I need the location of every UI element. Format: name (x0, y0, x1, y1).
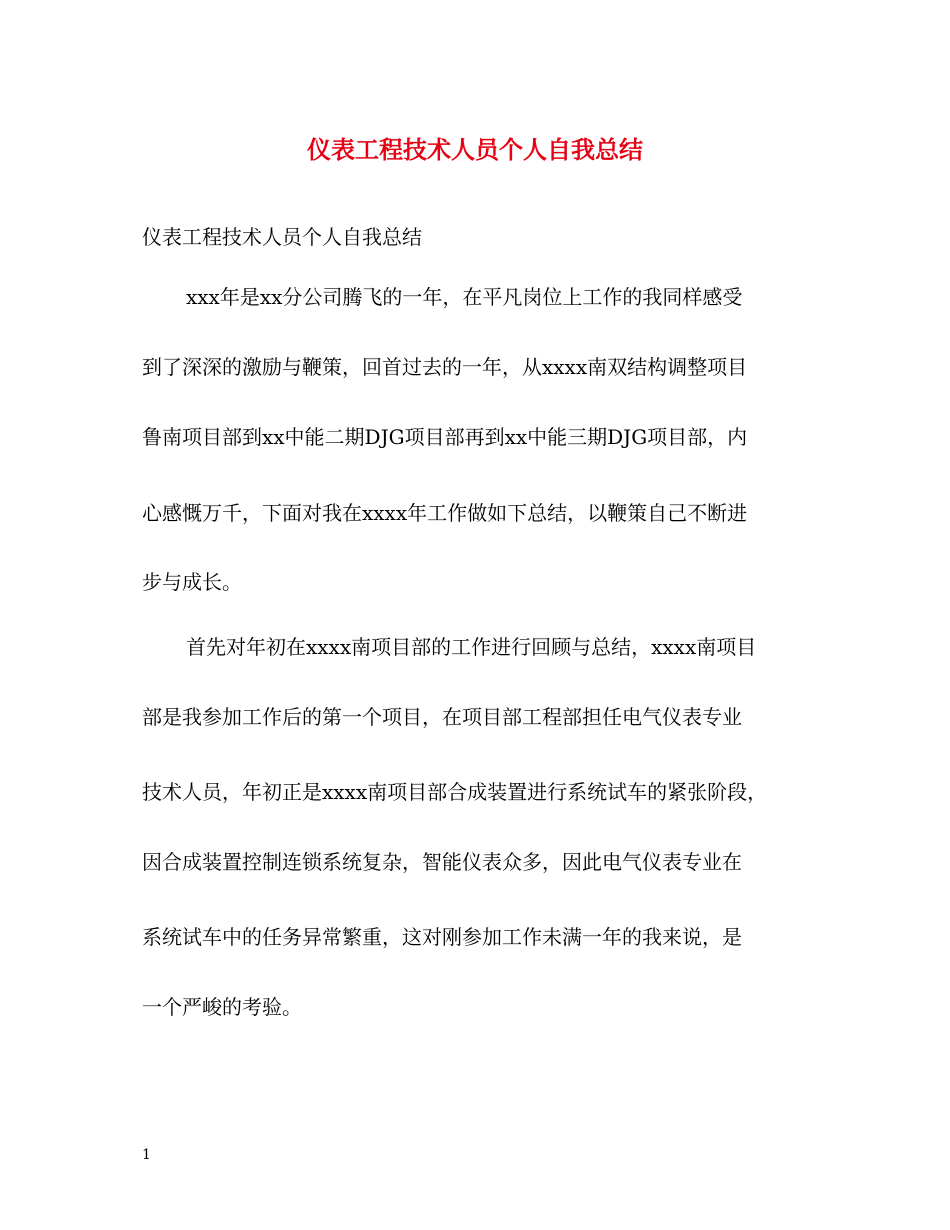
paragraph-2-line-4: 因合成装置控制连锁系统复杂，智能仪表众多，因此电气仪表专业在 (142, 850, 742, 874)
paragraph-2-line-3: 技术人员，年初正是xxxx南项目部合成装置进行系统试车的紧张阶段， (142, 780, 768, 804)
page-number: 1 (142, 1147, 151, 1163)
paragraph-2-line-6: 一个严峻的考验。 (142, 995, 302, 1019)
paragraph-1-line-2: 到了深深的激励与鞭策，回首过去的一年，从xxxx南双结构调整项目 (142, 355, 748, 379)
paragraph-1-line-4: 心感慨万千，下面对我在xxxx年工作做如下总结，以鞭策自己不断进 (142, 501, 748, 525)
document-title: 仪表工程技术人员个人自我总结 (307, 135, 643, 164)
paragraph-1-line-5: 步与成长。 (142, 570, 242, 594)
document-subtitle: 仪表工程技术人员个人自我总结 (142, 225, 422, 249)
paragraph-2-line-1: 首先对年初在xxxx南项目部的工作进行回顾与总结，xxxx南项目 (186, 635, 757, 659)
paragraph-1-line-3: 鲁南项目部到xx中能二期DJG项目部再到xx中能三期DJG项目部，内 (142, 425, 748, 449)
paragraph-1-line-1: xxx年是xx分公司腾飞的一年，在平凡岗位上工作的我同样感受 (186, 285, 743, 309)
paragraph-2-line-5: 系统试车中的任务异常繁重，这对刚参加工作未满一年的我来说，是 (142, 925, 742, 949)
paragraph-2-line-2: 部是我参加工作后的第一个项目，在项目部工程部担任电气仪表专业 (142, 705, 742, 729)
